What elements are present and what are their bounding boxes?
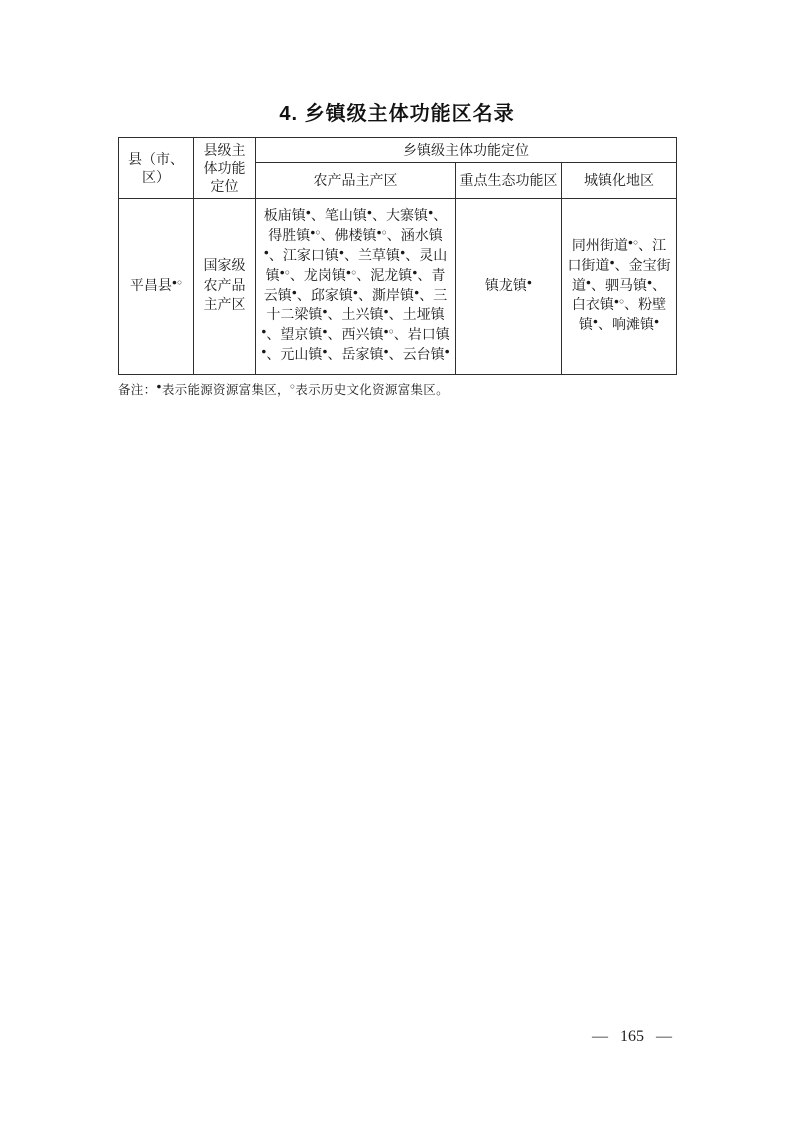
header-county-level-positioning: 县级主体功能定位 [194,138,256,199]
header-agri-zone: 农产品主产区 [256,163,456,199]
cell-county: 平昌县●○ [119,199,194,375]
header-eco-zone: 重点生态功能区 [456,163,562,199]
cell-agri-zone-towns: 板庙镇●、笔山镇●、大寨镇●、得胜镇●○、佛楼镇●○、涵水镇●、江家口镇●、兰草镇●、灵山镇●○、龙岗镇●○、泥龙镇●、青云镇●、邱家镇●、澌岸镇●、三十二梁镇●、土兴镇●、土垭镇●、望京镇●、西兴镇●○、岩口镇●、元山镇●、岳家镇●、云台镇● [256,199,456,375]
header-urban-zone: 城镇化地区 [562,163,677,199]
table-body [119,199,677,375]
table-header [119,138,677,199]
page-number: — 165 — [592,1028,672,1045]
document-content [118,97,676,398]
page-title: 4. 乡镇级主体功能区名录 [279,103,515,125]
table-row-pingchang [119,199,677,375]
cell-county-level-positioning: 国家级农产品主产区 [194,199,256,375]
header-row-1 [119,138,677,163]
header-county: 县（市、区） [119,138,194,199]
functional-areas-table [118,137,677,375]
footnote-legend: 备注：●表示能源资源富集区，○表示历史文化资源富集区。 [118,381,449,397]
cell-urban-zone-towns: 同州街道●○、江口街道●、金宝街道●、驷马镇●、白衣镇●○、粉壁镇●、响滩镇● [562,199,677,375]
header-township-level-positioning: 乡镇级主体功能定位 [256,138,677,163]
cell-eco-zone-towns: 镇龙镇● [456,199,562,375]
